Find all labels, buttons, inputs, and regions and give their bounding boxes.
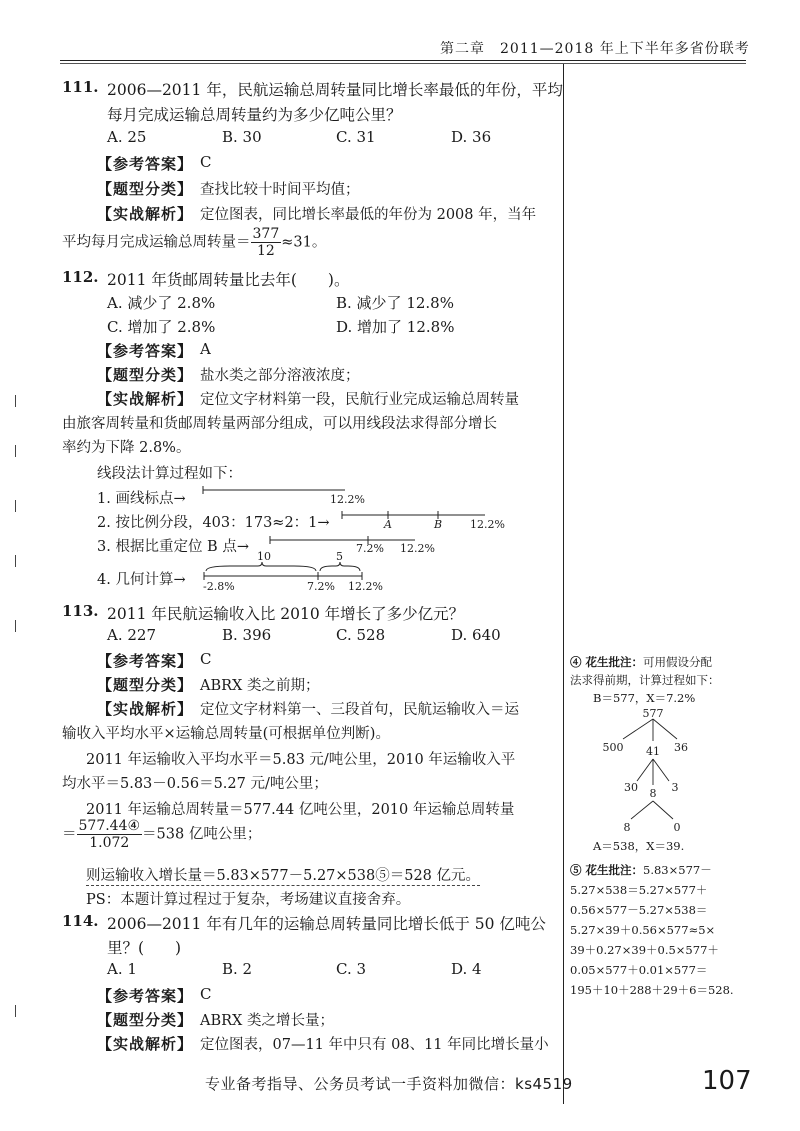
option-c: C. 528 — [336, 626, 386, 644]
tree-mid-mid: 8 — [649, 787, 657, 800]
question-stem-line2: 每月完成运输总周转量约为多少亿吨公里？ — [107, 106, 402, 124]
tree-root: 577 — [642, 707, 664, 720]
answer-label: 【参考答案】 — [97, 342, 194, 360]
paragraph2-line1: 2011 年运输收入平均水平＝5.83 元/吨公里，2010 年运输收入平 — [86, 752, 516, 768]
analysis-line1: 定位图表，07—11 年中只有 08、11 年同比增长量小 — [200, 1037, 549, 1053]
option-b: B. 396 — [222, 626, 272, 644]
question-number: 111. — [62, 78, 99, 96]
seg2-b-label: B — [434, 518, 443, 531]
answer-value: C — [200, 153, 212, 171]
analysis-line2: 输收入平均水平×运输总周转量(可根据单位判断)。 — [62, 726, 390, 742]
side-note-4-line1: ④ 花生批注：可用假设分配 — [570, 655, 713, 669]
seg2-a-label: A — [384, 518, 392, 531]
paragraph4: 则运输收入增长量＝5.83×577－5.27×538⑤＝528 亿元。 — [86, 864, 480, 886]
steps-title: 线段法计算过程如下： — [97, 466, 242, 482]
option-d: D. 36 — [451, 128, 492, 146]
side-note-5-line6: 0.05×577＋0.01×577＝ — [570, 963, 708, 977]
type-value: ABRX 类之增长量； — [200, 1013, 334, 1029]
side-note-4-result: A＝538，X＝39. — [593, 839, 685, 853]
answer-label: 【参考答案】 — [97, 987, 194, 1005]
analysis-label: 【实战解析】 — [97, 205, 194, 223]
question-number: 112. — [62, 268, 99, 286]
step-4: 4. 几何计算→ — [97, 572, 186, 588]
seg4-mid-label: 7.2% — [307, 580, 335, 593]
tree-mid: 41 — [646, 745, 660, 758]
answer-value: A — [200, 340, 211, 358]
question-number: 113. — [62, 602, 99, 620]
paragraph2-line2: 均水平＝5.83－0.56＝5.27 元/吨公里； — [62, 776, 328, 792]
seg3-mid-label: 7.2% — [356, 542, 384, 555]
option-b: B. 2 — [222, 960, 253, 978]
option-b: B. 30 — [222, 128, 262, 146]
analysis-line1: 定位文字材料第一段，民航行业完成运输总周转量 — [200, 392, 519, 408]
side-note-5-line1: ⑤ 花生批注：5.83×577－ — [570, 863, 712, 877]
option-d: D. 增加了 12.8% — [336, 318, 455, 336]
question-stem: 2011 年货邮周转量比去年( )。 — [107, 271, 350, 289]
tree-right: 36 — [674, 741, 688, 754]
question-stem-line1: 2006—2011 年有几年的运输总周转量同比增长低于 50 亿吨公 — [107, 915, 546, 933]
tree-mid-right: 3 — [671, 781, 679, 794]
analysis-label: 【实战解析】 — [97, 700, 194, 718]
tree-left: 500 — [602, 741, 624, 754]
seg1-end-label: 12.2% — [330, 493, 365, 506]
side-note-4-line3: B＝577，X＝7.2% — [593, 691, 696, 705]
option-b: B. 减少了 12.8% — [336, 294, 454, 312]
tree-bottom-right: 0 — [673, 821, 681, 834]
option-a: A. 减少了 2.8% — [107, 294, 216, 312]
option-d: D. 640 — [451, 626, 501, 644]
side-note-4-line2: 法求得前期，计算过程如下： — [570, 673, 720, 687]
tree-mid-left: 30 — [624, 781, 638, 794]
type-label: 【题型分类】 — [97, 366, 194, 384]
page-number: 107 — [702, 1066, 752, 1096]
option-c: C. 3 — [336, 960, 367, 978]
option-a: A. 227 — [107, 626, 156, 644]
seg3-end-label: 12.2% — [400, 542, 435, 555]
side-note-5-line3: 0.56×577－5.27×538＝ — [570, 903, 708, 917]
seg4-start-label: -2.8% — [203, 580, 235, 593]
seg4-end-label: 12.2% — [348, 580, 383, 593]
type-value: 查找比较十时间平均值； — [200, 182, 360, 198]
brace-5 — [320, 562, 360, 571]
step-1: 1. 画线标点→ — [97, 491, 186, 507]
step-2: 2. 按比例分段，403：173≈2：1→ — [97, 515, 330, 531]
seg2-end-label: 12.2% — [470, 518, 505, 531]
paragraph3-line1: 2011 年运输总周转量＝577.44 亿吨公里，2010 年运输总周转量 — [86, 802, 515, 818]
analysis-label: 【实战解析】 — [97, 1035, 194, 1053]
side-note-5-line2: 5.27×538＝5.27×577＋ — [570, 883, 708, 897]
side-note-5-line4: 5.27×39＋0.56×577≈5× — [570, 923, 716, 937]
paragraph3-line2: ＝ $\frac{\text{577.44④}}{1.072}$ ＝538 亿吨公里； — [62, 818, 262, 851]
option-c: C. 31 — [336, 128, 376, 146]
analysis-label: 【实战解析】 — [97, 390, 194, 408]
question-number: 114. — [62, 912, 99, 930]
analysis-line2: 平均每月完成运输总周转量＝ $\frac{377}{12}$ ≈31。 — [62, 226, 327, 259]
question-stem-line1: 2006—2011 年，民航运输总周转量同比增长率最低的年份，平均 — [107, 81, 563, 99]
type-label: 【题型分类】 — [97, 1011, 194, 1029]
option-c: C. 增加了 2.8% — [107, 318, 216, 336]
analysis-line2: 由旅客周转量和货邮周转量两部分组成，可以用线段法求得部分增长 — [62, 416, 497, 432]
type-value: ABRX 类之前期； — [200, 678, 320, 694]
seg4-five-label: 5 — [336, 550, 343, 563]
tree-bottom-left: 8 — [623, 821, 631, 834]
ps-note: PS：本题计算过程过于复杂，考场建议直接舍弃。 — [86, 892, 411, 908]
side-note-5-line7: 195＋10＋288＋29＋6＝528. — [570, 983, 734, 997]
step-3: 3. 根据比重定位 B 点→ — [97, 539, 249, 555]
page-header: 第二章 2011—2018 年上下半年多省份联考 — [440, 41, 750, 57]
option-d: D. 4 — [451, 960, 482, 978]
option-a: A. 1 — [107, 960, 137, 978]
side-note-5-line5: 39＋0.27×39＋0.5×577＋ — [570, 943, 719, 957]
analysis-line1: 定位图表，同比增长率最低的年份为 2008 年，当年 — [200, 207, 537, 223]
brace-10 — [206, 562, 316, 571]
type-value: 盐水类之部分溶液浓度； — [200, 368, 360, 384]
answer-value: C — [200, 650, 212, 668]
answer-label: 【参考答案】 — [97, 652, 194, 670]
footer-text: 专业备考指导、公务员考试一手资料加微信：ks4519 — [205, 1075, 573, 1093]
answer-value: C — [200, 985, 212, 1003]
question-stem: 2011 年民航运输收入比 2010 年增长了多少亿元？ — [107, 605, 465, 623]
analysis-line1: 定位文字材料第一、三段首句，民航运输收入＝运 — [200, 702, 519, 718]
analysis-line3: 率约为下降 2.8%。 — [62, 440, 191, 456]
fraction: $\frac{377}{12}$ — [252, 226, 280, 259]
decomposition-tree — [565, 705, 745, 845]
type-label: 【题型分类】 — [97, 180, 194, 198]
question-stem-line2: 里？( ) — [107, 939, 182, 957]
type-label: 【题型分类】 — [97, 676, 194, 694]
answer-label: 【参考答案】 — [97, 155, 194, 173]
option-a: A. 25 — [107, 128, 147, 146]
fraction: $\frac{\text{577.44④}}{1.072}$ — [78, 818, 141, 851]
seg4-ten-label: 10 — [257, 550, 271, 563]
